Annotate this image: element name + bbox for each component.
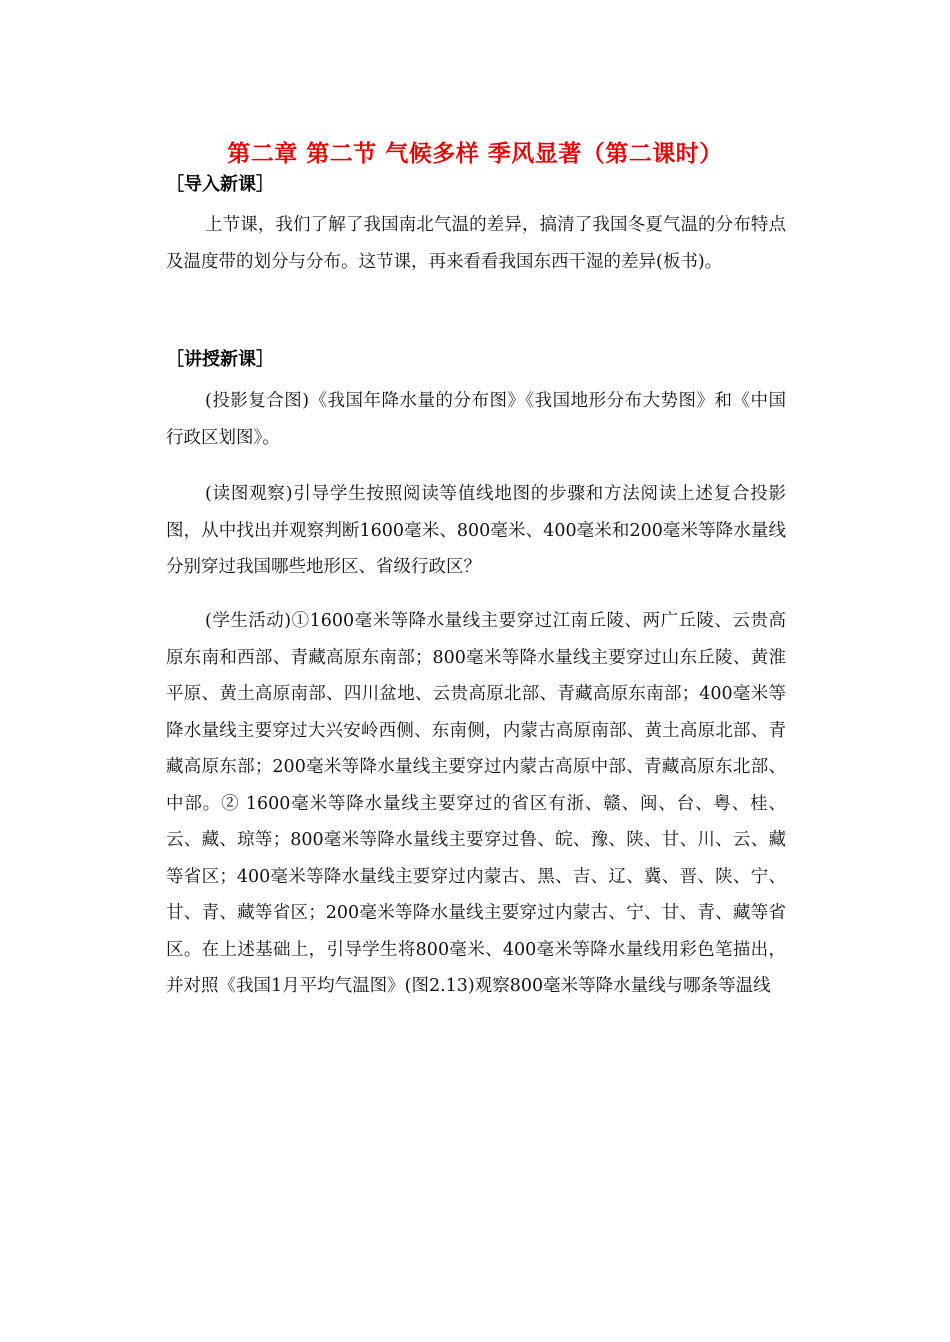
document-title: 第二章 第二节 气候多样 季风显著（第二课时） [227, 141, 723, 167]
paragraph-student-activity: (学生活动)①1600毫米等降水量线主要穿过江南丘陵、两广丘陵、云贵高原东南和西部、青藏高原东南部；800毫米等降水量线主要穿过山东丘陵、黄淮平原、黄土高原南部、四川盆地、云贵高原北部、青藏高原东南部；400毫米等降水量线主要穿过大兴安岭西侧、东南侧，内蒙古高原南部、黄土高原北部、青藏高原东部；200毫米等降水量线主要穿过内蒙古高原中部、青藏高原东北部、中部。② 1600毫米等降水量线主要穿过的省区有浙、赣、闽、台、粤、桂、云、藏、琼等；800毫米等降水量线主要穿过鲁、皖、豫、陕、甘、川、云、藏等省区；400毫米等降水量线主要穿过内蒙古、黑、吉、辽、冀、晋、陕、宁、甘、青、藏等省区；200毫米等降水量线主要穿过内蒙古、宁、甘、青、藏等省区。在上述基础上，引导学生将800毫米、400毫米等降水量线用彩色笔描出，并对照《我国1月平均气温图》(图2.13)观察800毫米等降水量线与哪条等温线 [166, 611, 786, 996]
section-heading-lecture: ［讲授新课］ [166, 349, 274, 370]
section-heading-intro: ［导入新课］ [166, 174, 274, 195]
paragraph-intro: 上节课，我们了解了我国南北气温的差异，搞清了我国冬夏气温的分布特点及温度带的划分与分布。这节课，再来看看我国东西干湿的差异(板书)。 [166, 215, 786, 272]
paragraph-map-reading: (读图观察)引导学生按照阅读等值线地图的步骤和方法阅读上述复合投影图，从中找出并观察判断1600毫米、800毫米、400毫米和200毫米等降水量线分别穿过我国哪些地形区、省级行政区？ [166, 484, 786, 577]
paragraph-projection: (投影复合图)《我国年降水量的分布图》《我国地形分布大势图》和《中国行政区划图》。 [166, 391, 786, 448]
